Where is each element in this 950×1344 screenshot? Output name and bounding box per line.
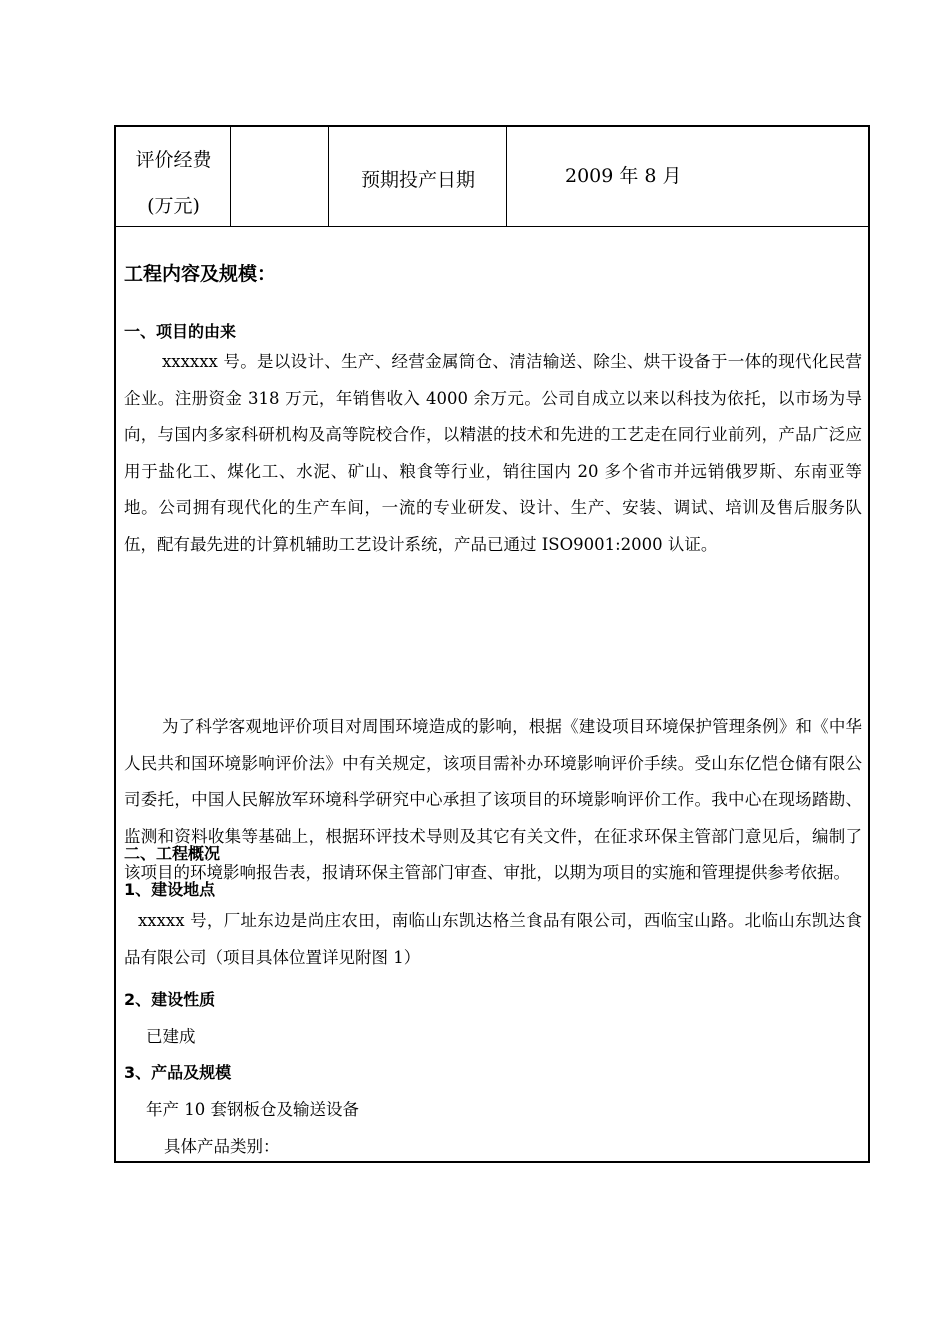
- date-label: 预期投产日期: [360, 169, 475, 191]
- section1-para1: xxxxxx 号。是以设计、生产、经营金属筒仓、清洁输送、除尘、烘干设备于一体的现代化民营企业。注册资金 318 万元，年销售收入 4000 余万元。公司自成立以来以科技为依托，以市场为导向，与国内多家科研机构及高等院校合作，以精湛的技术和先进的工艺走在同行业前列，产品广泛应用于盐化工、煤化工、水泥、矿山、粮食等行业，销往国内 20 多个省市并远销俄罗斯、东南亚等地。公司拥有现代化的生产车间，一流的专业研发、设计、生产、安装、调试、培训及售后服务队伍，配有最先进的计算机辅助工艺设计系统，产品已通过 ISO9001:2000 认证。: [124, 352, 862, 554]
- document-table: [114, 125, 870, 1163]
- fee-label-line1: 评价经费: [135, 149, 212, 171]
- section1-heading: 一、项目的由来: [124, 322, 237, 341]
- sub2-heading: 2、建设性质: [124, 990, 216, 1009]
- content-title: 工程内容及规模：: [124, 263, 277, 285]
- sub3-heading: 3、产品及规模: [124, 1063, 232, 1082]
- fee-value-cell: [231, 127, 329, 226]
- section2-heading: 二、工程概况: [124, 844, 221, 863]
- sub3-text: 年产 10 套钢板仓及输送设备: [146, 1100, 359, 1119]
- sub3-text2: 具体产品类别：: [164, 1137, 280, 1156]
- sub2-text: 已建成: [146, 1027, 196, 1046]
- fee-label-line2: (万元): [147, 195, 200, 217]
- section1-para2: 为了科学客观地评价项目对周围环境造成的影响，根据《建设项目环境保护管理条例》和《中华人民共和国环境影响评价法》中有关规定，该项目需补办环境影响评价手续。受山东亿恺仓储有限公司委托，中国人民解放军环境科学研究中心承担了该项目的环境影响评价工作。我中心在现场踏勘、监测和资料收集等基础上，根据环评技术导则及其它有关文件，在征求环保主管部门意见后，编制了该项目的环境影响报告表，报请环保主管部门审查、审批，以期为项目的实施和管理提供参考依据。: [124, 717, 862, 882]
- sub1-heading: 1、建设地点: [124, 880, 216, 899]
- date-label-cell: [329, 127, 507, 226]
- fee-label-cell: [116, 127, 231, 226]
- sub1-text: xxxxx 号，厂址东边是尚庄农田，南临山东凯达格兰食品有限公司，西临宝山路。北临山东凯达食品有限公司（项目具体位置详见附图 1）: [124, 911, 862, 967]
- date-value: 2009 年 8 月: [565, 165, 682, 187]
- date-value-cell: [507, 127, 868, 226]
- header-row: [116, 127, 868, 227]
